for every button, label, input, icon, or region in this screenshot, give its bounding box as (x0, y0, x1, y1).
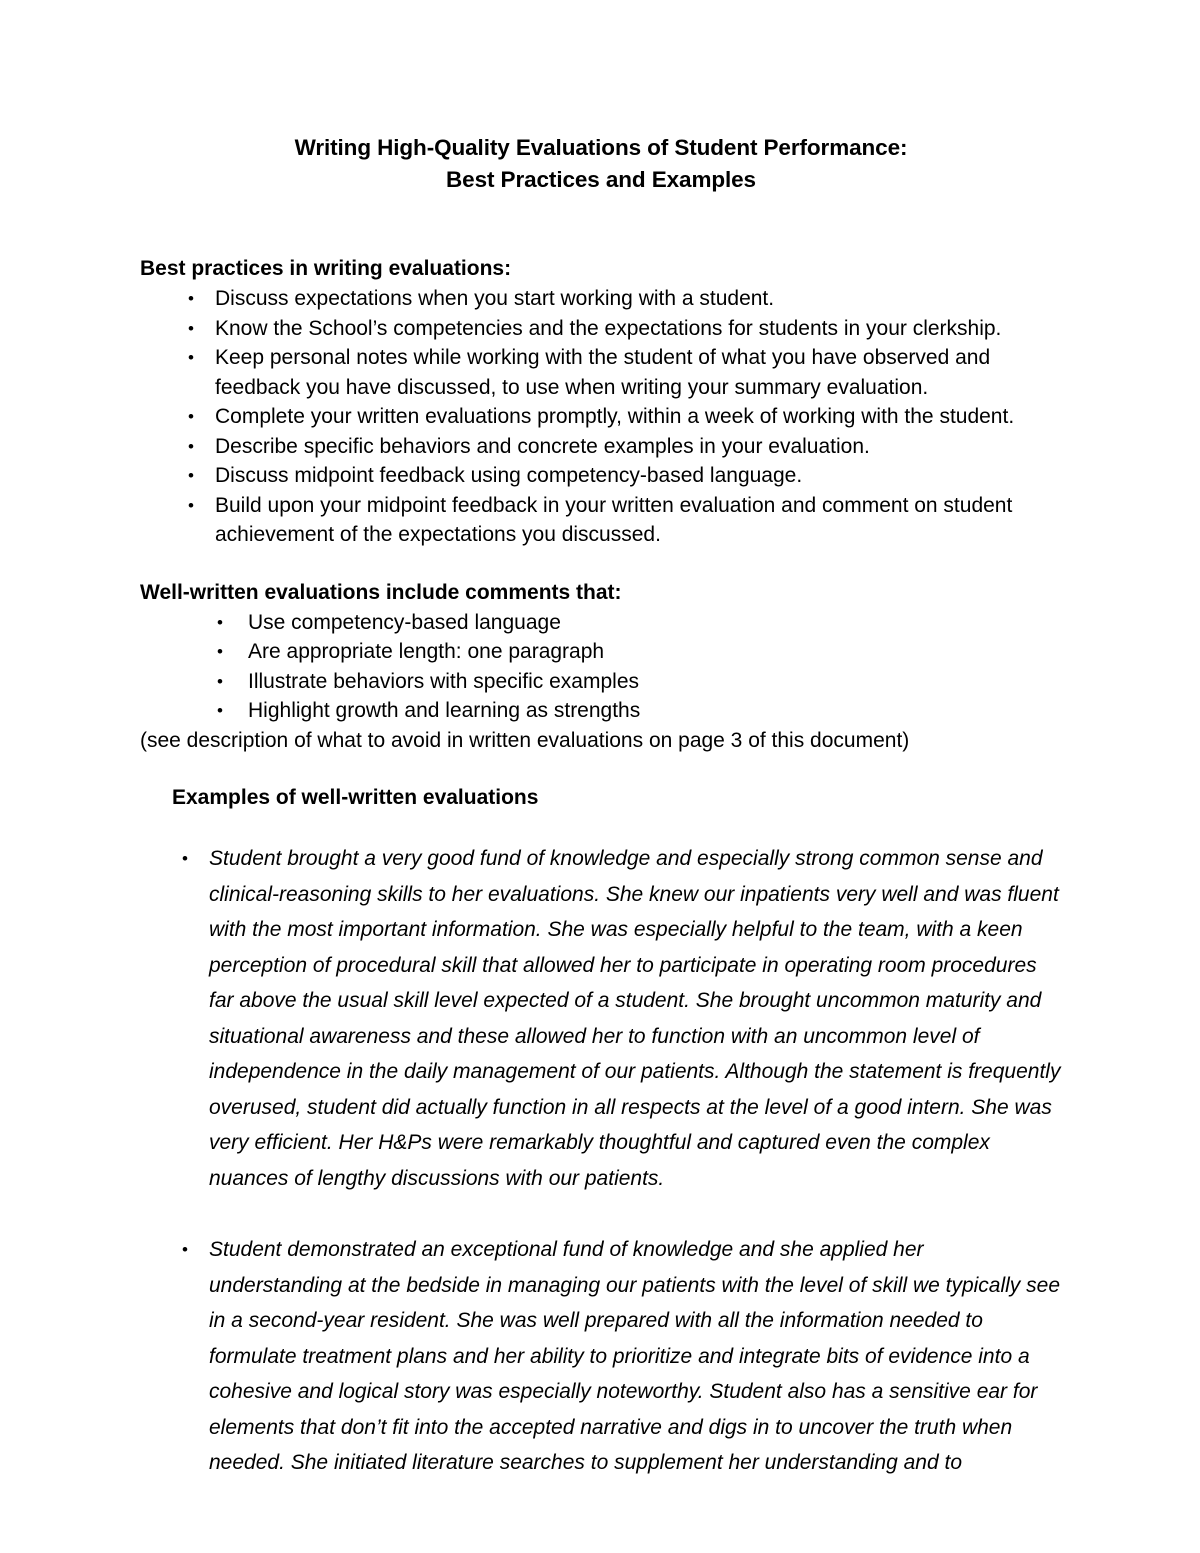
best-practices-heading: Best practices in writing evaluations: (140, 257, 512, 280)
example-paragraph: Student demonstrated an exceptional fund of knowledge and she applied her understanding at the bedside in managing our patients with the level of skill we typically see in a second-year resident. She was well prepared with all the information needed to formulate treatment plans and her ability to prioritize and integrate bits of evidence into a cohesive and logical story was especially noteworthy. Student also has a sensitive ear for elements that don’t fit into the accepted narrative and digs in to uncover the truth when needed. She initiated literature searches to supplement her understanding and to (209, 1238, 1061, 1474)
bullet-icon: • (188, 348, 194, 367)
example-paragraph: Student brought a very good fund of knowledge and especially strong common sense and clinical-reasoning skills to her evaluations. She knew our inpatients very well and was fluent with the most important information. She was especially helpful to the team, with a keen perception of procedural skill that allowed her to participate in operating room procedures far above the usual skill level expected of a student. She brought uncommon maturity and situational awareness and these allowed her to function with an uncommon level of independence in the daily management of our patients. Although the statement is frequently overused, student did actually function in all respects at the level of a good intern. She was very efficient. Her H&Ps were remarkably thoughtful and captured even the complex nuances of lengthy discussions with our patients. (209, 847, 1061, 1190)
list-item-label: Complete your written evaluations promptly, within a week of working with the student. (215, 405, 1015, 428)
spacer-before-wellwritten (140, 550, 1062, 578)
spacer-before-examples (140, 755, 1062, 783)
list-item (140, 1232, 1062, 1481)
list-item (140, 841, 1062, 1196)
list-item-label: Describe specific behaviors and concrete examples in your evaluation. (215, 434, 870, 458)
bullet-icon: • (182, 849, 188, 868)
bullet-icon: • (188, 407, 194, 426)
list-item (140, 608, 1062, 638)
bullet-icon: • (217, 642, 223, 661)
list-item-label: Illustrate behaviors with specific examples (248, 669, 640, 693)
list-item-label: Discuss midpoint feedback using competency-based language. (215, 464, 803, 487)
list-item (140, 432, 1062, 462)
list-item (140, 637, 1062, 667)
page-title-line-1: Writing High-Quality Evaluations of Student Performance: (294, 135, 908, 160)
spacer-after-examples-heading (140, 813, 1062, 841)
list-item (140, 284, 1062, 314)
list-item-label: Highlight growth and learning as strengths (248, 699, 641, 722)
well-written-heading: Well-written evaluations include comments that: (140, 580, 622, 604)
spacer-after-title (140, 196, 1062, 254)
bullet-icon: • (217, 701, 223, 720)
list-item (140, 461, 1062, 491)
list-item-label: Build upon your midpoint feedback in your written evaluation and comment on student achievement of the expectations you discussed. (215, 493, 1013, 546)
list-item-label: Keep personal notes while working with the student of what you have observed and feedback you have discussed, to use when writing your summary evaluation. (215, 346, 991, 399)
bullet-icon: • (188, 436, 194, 456)
list-item-label: Discuss expectations when you start working with a student. (215, 287, 775, 310)
best-practices-list (140, 284, 1062, 550)
bullet-icon: • (188, 495, 194, 515)
avoid-reference-note: (see description of what to avoid in written evaluations on page 3 of this document) (140, 728, 910, 752)
list-item (140, 696, 1062, 726)
well-written-list (140, 608, 1062, 726)
list-item (140, 491, 1062, 550)
list-item-label: Use competency-based language (248, 610, 561, 634)
list-item-label: Know the School’s competencies and the expectations for students in your clerkship. (215, 316, 1002, 340)
examples-list (140, 841, 1062, 1481)
bullet-icon: • (182, 1240, 188, 1259)
document-body (140, 132, 1062, 1481)
page-title-line-2: Best Practices and Examples (446, 167, 756, 192)
list-item (140, 314, 1062, 344)
bullet-icon: • (217, 671, 223, 691)
list-item-label: Are appropriate length: one paragraph (248, 640, 605, 663)
list-item (140, 667, 1062, 697)
bullet-icon: • (188, 318, 194, 338)
list-item (140, 402, 1062, 432)
bullet-icon: • (188, 289, 194, 308)
bullet-icon: • (188, 466, 194, 485)
bullet-icon: • (217, 612, 223, 632)
page-title (140, 132, 1062, 196)
list-item (140, 343, 1062, 402)
examples-heading: Examples of well-written evaluations (172, 786, 539, 809)
